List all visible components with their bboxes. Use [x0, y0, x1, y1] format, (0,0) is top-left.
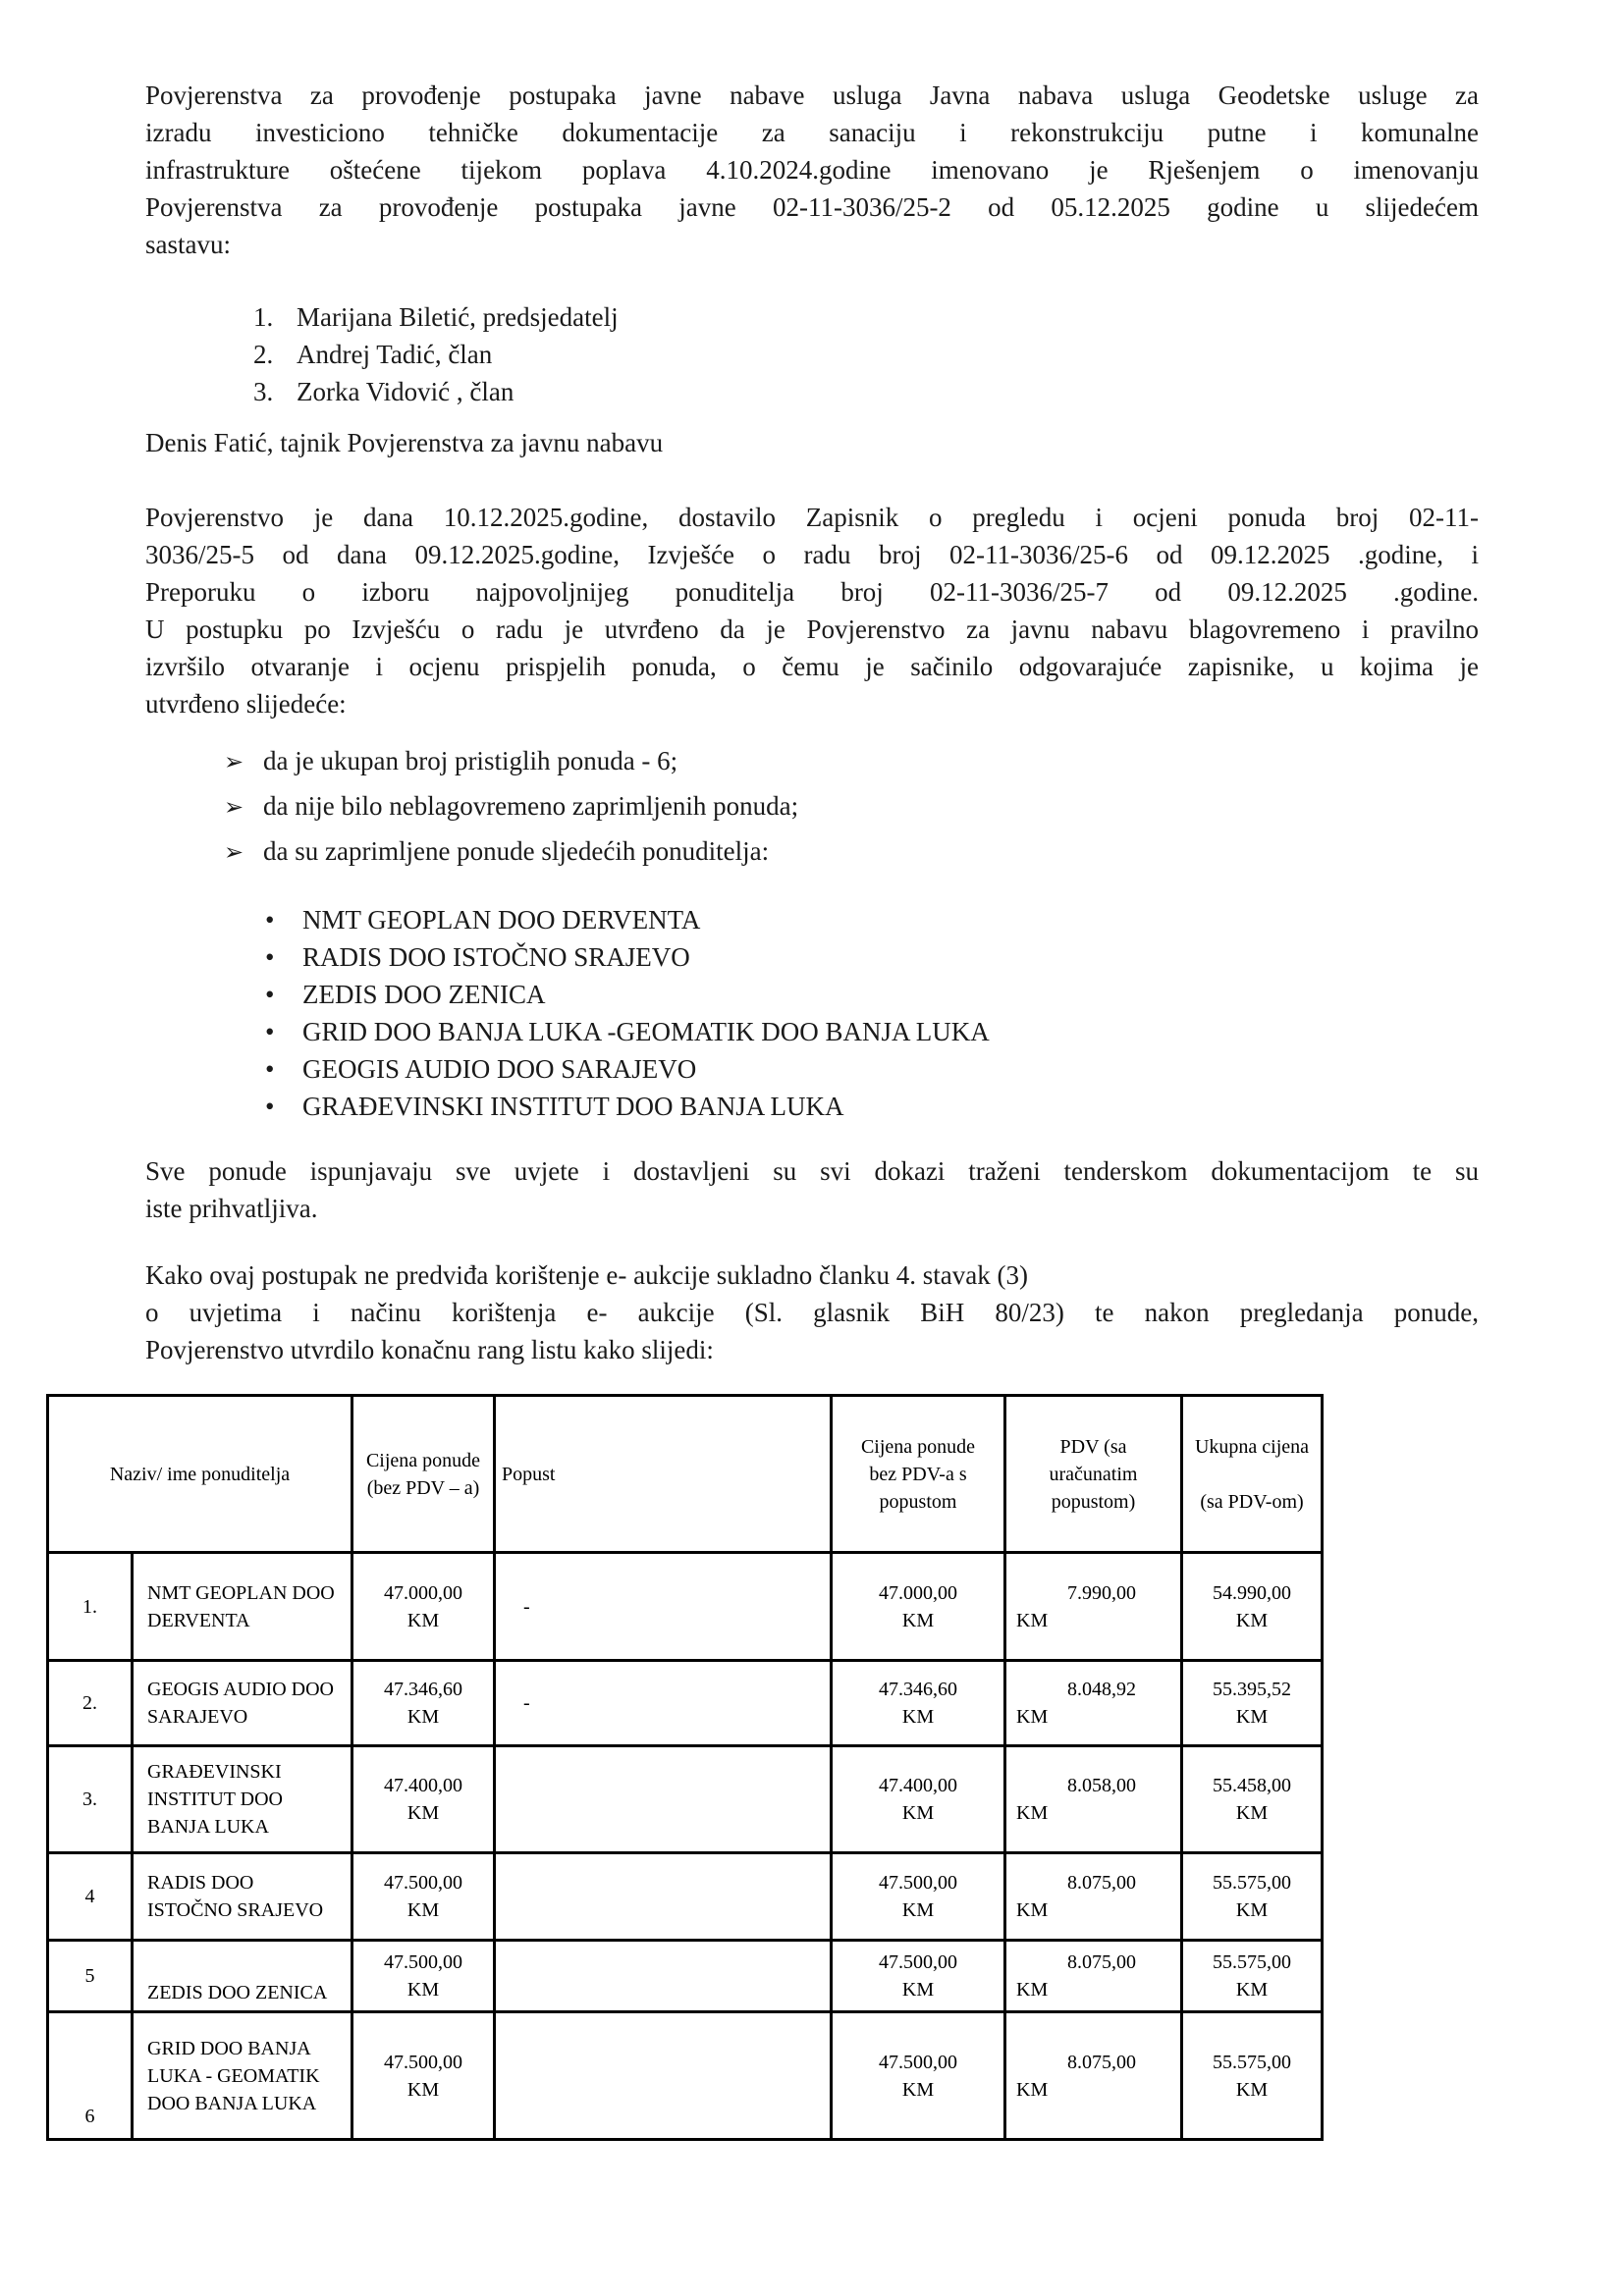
cell-line: KM — [901, 1802, 935, 1824]
cell-total — [1182, 1746, 1323, 1853]
cell-price-discounted — [832, 1746, 1005, 1853]
cell-line: KM — [406, 1609, 440, 1631]
cell-discount — [495, 1941, 832, 2012]
cell-bidder-name — [133, 1746, 352, 1853]
validity-paragraph-line: Sve ponude ispunjavaju sve uvjete i dostavljeni su svi dokazi traženi tenderskom dokumentacijom te su — [145, 1156, 1479, 1186]
cell-line: LUKA - GEOMATIK — [147, 2064, 320, 2087]
cell-price-no-vat — [352, 1746, 495, 1853]
cell-line: KM — [406, 2078, 440, 2101]
cell-line: KM — [1235, 1899, 1269, 1921]
cell-line: 7.990,00 — [1067, 1581, 1136, 1604]
cell-line — [1183, 1461, 1321, 1488]
cell-line: KM — [1016, 1802, 1049, 1824]
bidder-name: RADIS DOO ISTOČNO SRAJEVO — [302, 942, 690, 972]
cell-bidder-name — [133, 2012, 352, 2140]
bidder-item — [265, 1050, 1624, 1088]
cell-line: popustom — [879, 1490, 957, 1513]
cell-price-discounted — [832, 1553, 1005, 1661]
ranking-table — [46, 1394, 1324, 2141]
cell-line: Ukupna cijena — [1194, 1435, 1310, 1458]
cell-line: NMT GEOPLAN DOO — [147, 1581, 335, 1604]
cell-line: KM — [1016, 1899, 1049, 1921]
dot-bullet-icon: • — [265, 980, 275, 1009]
intro-paragraph-line: Povjerenstva za provođenje postupaka javne 02-11-3036/25-2 od 05.12.2025 godine u slijedećem — [145, 192, 1479, 222]
cell-vat — [1005, 1746, 1182, 1853]
table-row — [48, 1661, 1323, 1746]
list-number: 1. — [253, 302, 274, 332]
intro-paragraph — [145, 77, 1479, 263]
cell-line: 8.075,00 — [1067, 2051, 1136, 2073]
cell-line: GRID DOO BANJA — [147, 2037, 311, 2059]
cell-line: PDV (sa — [1059, 1435, 1127, 1458]
intro-paragraph-line: infrastrukture oštećene tijekom poplava 4.10.2024.godine imenovano je Rješenjem o imenovanju — [145, 155, 1479, 185]
cell-line: KM — [406, 1802, 440, 1824]
cell-line: 55.395,52 — [1213, 1679, 1291, 1700]
cell-price-no-vat — [352, 1661, 495, 1746]
cell-line: SARAJEVO — [147, 1706, 248, 1728]
cell-price-no-vat — [352, 1553, 495, 1661]
header-discount: Popust — [495, 1396, 832, 1553]
cell-line: 47.500,00 — [384, 1872, 462, 1894]
dot-bullet-icon: • — [265, 1092, 275, 1121]
reports-paragraph-line: U postupku po Izvješću o radu je utvrđeno da je Povjerenstvo za javnu nabavu blagovremeno i pravilno — [145, 614, 1479, 644]
cell-line: 8.075,00 — [1067, 1951, 1136, 1973]
cell-line: KM — [406, 1979, 440, 2001]
cell-vat — [1005, 1941, 1182, 2012]
cell-line: KM — [1235, 1609, 1269, 1631]
cell-line: 8.058,00 — [1067, 1775, 1136, 1796]
ranking-intro-paragraph-line: Povjerenstvo utvrdilo konačnu rang listu kako slijedi: — [145, 1335, 714, 1364]
table-row — [48, 1853, 1323, 1941]
cell-line: INSTITUT DOO — [147, 1789, 283, 1810]
cell-vat — [1005, 1853, 1182, 1941]
eauction-paragraph-line: Kako ovaj postupak ne predviđa korištenje e- aukcije sukladno članku 4. stavak (3) — [145, 1260, 1028, 1290]
cell-total — [1182, 1941, 1323, 2012]
cell-line: 47.346,60 — [879, 1679, 957, 1700]
cell-line: 47.346,60 — [384, 1679, 462, 1700]
cell-line: Cijena ponude — [860, 1435, 976, 1458]
cell-price-discounted — [832, 1941, 1005, 2012]
cell-line: KM — [901, 2078, 935, 2101]
cell-line: KM — [1016, 1609, 1049, 1631]
bidder-name: GRAĐEVINSKI INSTITUT DOO BANJA LUKA — [302, 1092, 844, 1121]
ranking-intro-paragraph-line: o uvjetima i načinu korištenja e- aukcije (Sl. glasnik BiH 80/23) te nakon pregledanja ponude, — [145, 1298, 1479, 1327]
cell-price-discounted — [832, 2012, 1005, 2140]
finding-text: da su zaprimljene ponude sljedećih ponuditelja: — [263, 836, 770, 866]
reports-paragraph-line: Povjerenstvo je dana 10.12.2025.godine, dostavilo Zapisnik o pregledu i ocjeni ponuda broj 02-11- — [145, 503, 1479, 532]
cell-line: KM — [901, 1979, 935, 2001]
cell-line: ISTOČNO SRAJEVO — [147, 1899, 324, 1921]
member-name: Zorka Vidović , član — [297, 377, 514, 406]
bidder-name: GRID DOO BANJA LUKA -GEOMATIK DOO BANJA LUKA — [302, 1017, 990, 1046]
commission-members-list — [253, 298, 1624, 410]
cell-price-no-vat — [352, 1853, 495, 1941]
bidder-item — [265, 901, 1624, 938]
cell-line: 55.458,00 — [1213, 1775, 1291, 1796]
cell-discount: - — [495, 1661, 832, 1746]
dot-bullet-icon: • — [265, 905, 275, 934]
cell-line: 47.400,00 — [384, 1775, 462, 1796]
finding-text: da nije bilo neblagovremeno zaprimljenih ponuda; — [263, 791, 799, 821]
cell-price-discounted — [832, 1853, 1005, 1941]
member-name: Andrej Tadić, član — [297, 340, 493, 369]
bidder-item — [265, 976, 1624, 1013]
findings-list — [224, 742, 1624, 872]
cell-line: KM — [1235, 1802, 1269, 1824]
reports-paragraph — [145, 499, 1479, 722]
header-total — [1182, 1396, 1323, 1553]
intro-paragraph-line: izradu investiciono tehničke dokumentacije za sanaciju i rekonstrukciju putne i komunalne — [145, 118, 1479, 147]
arrow-bullet-icon: ➢ — [224, 795, 244, 821]
cell-total — [1182, 2012, 1323, 2140]
cell-discount — [495, 1746, 832, 1853]
cell-line: DOO BANJA LUKA — [147, 2092, 317, 2114]
cell-line: 47.500,00 — [879, 1872, 957, 1894]
cell-total — [1182, 1553, 1323, 1661]
cell-line: 47.500,00 — [879, 1951, 957, 1973]
table-row — [48, 1553, 1323, 1661]
cell-line: Cijena ponude — [365, 1449, 481, 1471]
validity-paragraph-line: iste prihvatljiva. — [145, 1194, 318, 1223]
header-price-no-vat — [352, 1396, 495, 1553]
arrow-bullet-icon: ➢ — [224, 750, 244, 775]
cell-discount — [495, 2012, 832, 2140]
cell-line: 8.075,00 — [1067, 1872, 1136, 1894]
cell-line: (bez PDV – a) — [366, 1476, 480, 1499]
bidder-item — [265, 938, 1624, 976]
table-row — [48, 1941, 1323, 2012]
cell-line: KM — [1235, 1979, 1269, 2001]
cell-line: 47.500,00 — [879, 2051, 957, 2073]
cell-line: 47.000,00 — [384, 1581, 462, 1604]
cell-discount — [495, 1853, 832, 1941]
cell-line: BANJA LUKA — [147, 1816, 269, 1838]
table-row — [48, 1746, 1323, 1853]
cell-line: KM — [1235, 1706, 1269, 1728]
header-vat — [1005, 1396, 1182, 1553]
cell-bidder-name — [133, 1553, 352, 1661]
commission-member-item — [253, 298, 1624, 336]
cell-line: (sa PDV-om) — [1200, 1490, 1304, 1513]
intro-paragraph-line: sastavu: — [145, 230, 231, 259]
cell-price-discounted — [832, 1661, 1005, 1746]
intro-paragraph-line: Povjerenstva za provođenje postupaka javne nabave usluga Javna nabava usluga Geodetske usluge za — [145, 80, 1479, 110]
dot-bullet-icon: • — [265, 942, 275, 972]
arrow-bullet-icon: ➢ — [224, 840, 244, 866]
cell-line: 54.990,00 — [1213, 1581, 1291, 1604]
cell-rank: 2. — [48, 1661, 133, 1746]
ranking-intro-paragraph — [145, 1294, 1479, 1368]
cell-total — [1182, 1661, 1323, 1746]
bidder-name: NMT GEOPLAN DOO DERVENTA — [302, 905, 701, 934]
cell-discount: - — [495, 1553, 832, 1661]
cell-rank: 5 — [48, 1941, 133, 2012]
cell-line: DERVENTA — [147, 1609, 250, 1631]
member-name: Marijana Biletić, predsjedatelj — [297, 302, 619, 332]
reports-paragraph-line: utvrđeno slijedeće: — [145, 689, 347, 719]
dot-bullet-icon: • — [265, 1054, 275, 1084]
cell-line: KM — [1016, 1979, 1049, 2001]
dot-bullet-icon: • — [265, 1017, 275, 1046]
cell-rank: 6 — [48, 2012, 133, 2140]
cell-line: 47.000,00 — [879, 1581, 957, 1604]
list-number: 3. — [253, 377, 274, 406]
cell-line: bez PDV-a s — [869, 1463, 967, 1485]
cell-line: 8.048,92 — [1067, 1679, 1136, 1700]
cell-total — [1182, 1853, 1323, 1941]
cell-line: 55.575,00 — [1213, 1872, 1291, 1894]
cell-vat — [1005, 1661, 1182, 1746]
cell-line: KM — [1016, 1706, 1049, 1728]
bidder-item — [265, 1013, 1624, 1050]
cell-bidder-name — [133, 1853, 352, 1941]
cell-line: KM — [406, 1706, 440, 1728]
finding-item — [224, 787, 1624, 827]
finding-text: da je ukupan broj pristiglih ponuda - 6; — [263, 746, 678, 775]
cell-line: KM — [1235, 2078, 1269, 2101]
cell-price-no-vat — [352, 1941, 495, 2012]
cell-rank: 1. — [48, 1553, 133, 1661]
cell-line: uračunatim — [1049, 1463, 1138, 1485]
cell-line: 47.500,00 — [384, 1951, 462, 1973]
cell-line: ZEDIS DOO ZENICA — [147, 1982, 328, 2003]
reports-paragraph-line: izvršilo otvaranje i ocjenu prispjelih ponuda, o čemu je sačinilo odgovarajuće zapisnike, u kojima je — [145, 652, 1479, 681]
list-number: 2. — [253, 340, 274, 369]
bidder-name: GEOGIS AUDIO DOO SARAJEVO — [302, 1054, 697, 1084]
cell-line: GEOGIS AUDIO DOO — [147, 1679, 334, 1700]
cell-line: popustom) — [1051, 1490, 1136, 1513]
cell-line: 47.500,00 — [384, 2051, 462, 2073]
cell-line: GRAĐEVINSKI — [147, 1761, 282, 1783]
cell-rank: 4 — [48, 1853, 133, 1941]
reports-paragraph-line: Preporuku o izboru najpovoljnijeg ponuditelja broj 02-11-3036/25-7 od 09.12.2025 .godine. — [145, 577, 1479, 607]
cell-vat — [1005, 2012, 1182, 2140]
cell-bidder-name — [133, 1661, 352, 1746]
cell-line: KM — [901, 1706, 935, 1728]
header-name: Naziv/ ime ponuditelja — [48, 1396, 352, 1553]
cell-line: KM — [901, 1609, 935, 1631]
cell-line: KM — [901, 1899, 935, 1921]
finding-item — [224, 742, 1624, 781]
bidder-name: ZEDIS DOO ZENICA — [302, 980, 546, 1009]
validity-paragraph — [145, 1152, 1479, 1227]
bidder-item — [265, 1088, 1624, 1125]
cell-vat — [1005, 1553, 1182, 1661]
header-price-discounted — [832, 1396, 1005, 1553]
table-row — [48, 2012, 1323, 2140]
secretary-line: Denis Fatić, tajnik Povjerenstva za javnu nabavu — [145, 428, 664, 457]
commission-member-item — [253, 336, 1624, 373]
cell-rank: 3. — [48, 1746, 133, 1853]
eauction-paragraph — [145, 1256, 1479, 1294]
cell-bidder-name — [133, 1941, 352, 2012]
finding-item — [224, 832, 1624, 872]
reports-paragraph-line: 3036/25-5 od dana 09.12.2025.godine, Izvješće o radu broj 02-11-3036/25-6 od 09.12.2025 .godine, i — [145, 540, 1479, 569]
cell-line: 55.575,00 — [1213, 1951, 1291, 1973]
cell-price-no-vat — [352, 2012, 495, 2140]
cell-line: KM — [1016, 2078, 1049, 2101]
cell-line: 55.575,00 — [1213, 2051, 1291, 2073]
commission-member-item — [253, 373, 1624, 410]
cell-line: RADIS DOO — [147, 1872, 254, 1894]
cell-line: KM — [406, 1899, 440, 1921]
cell-line: 47.400,00 — [879, 1775, 957, 1796]
bidders-list — [265, 901, 1624, 1125]
